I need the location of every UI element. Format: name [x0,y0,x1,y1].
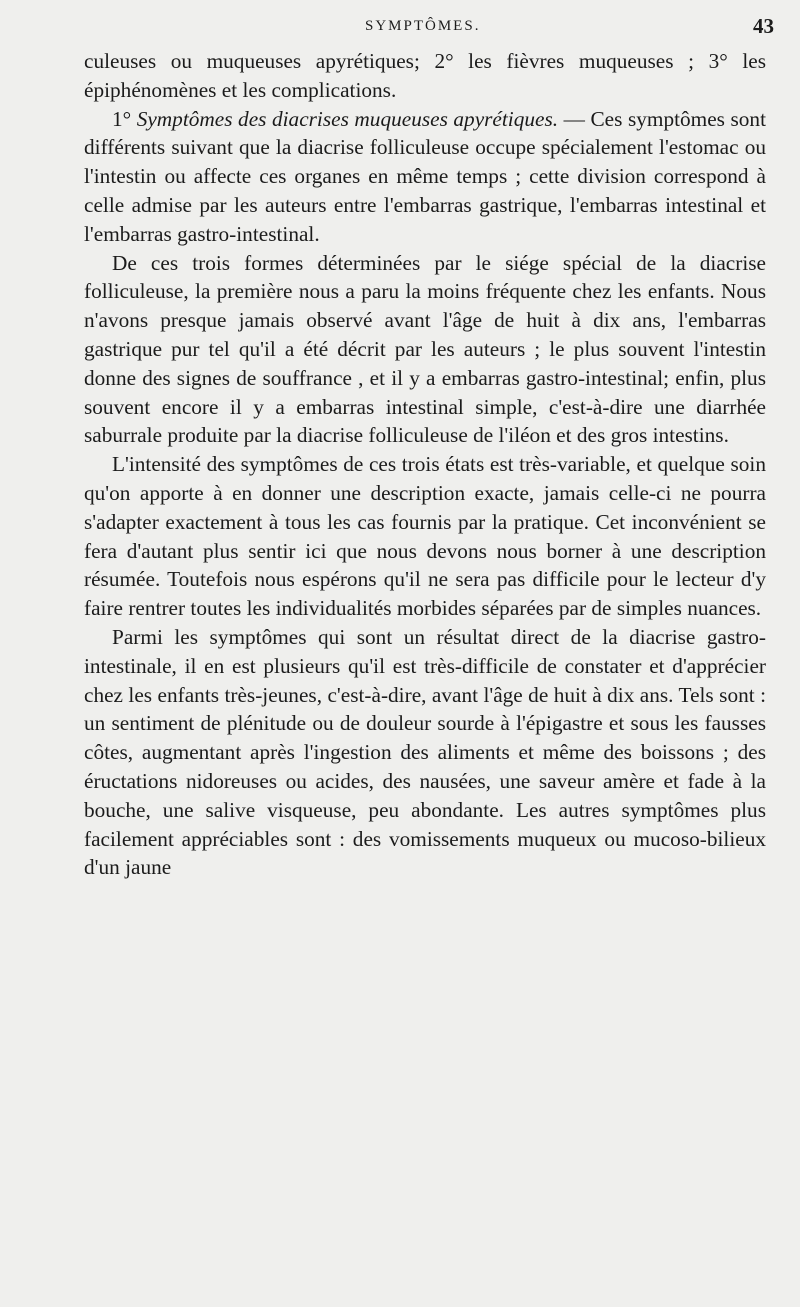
paragraph-section-heading [84,105,766,249]
running-head [0,12,800,42]
section-text: — Ces symptômes sont différents suivant que la diacrise folliculeuse occupe spécialement l'estomac ou l'intestin ou affecte ces organes en même temps ; cette division correspond à celle admise par les auteurs entre l'embarras gastrique, l'embarras intestinal et l'embarras gastro-intestinal. [84,106,766,246]
running-title: SYMPTÔMES. [365,18,481,34]
section-number: 1° [112,106,137,131]
paragraph: De ces trois formes déterminées par le siége spécial de la diacrise folliculeuse, la première nous a paru la moins fréquente chez les enfants. Nous n'avons presque jamais observé avant l'âge de huit à dix ans, l'embarras gastrique pur tel qu'il a été décrit par les auteurs ; le plus souvent l'intestin donne des signes de souffrance , et il y a embarras gastro-intestinal; enfin, plus souvent encore il y a embarras intestinal simple, c'est-à-dire une diarrhée saburrale produite par la diacrise folliculeuse de l'iléon et des gros intestins. [84,250,766,448]
paragraph: Parmi les symptômes qui sont un résultat direct de la diacrise gastro-intestinale, il en est plusieurs qu'il est très-difficile de constater et d'apprécier chez les enfants très-jeunes, c'est-à-dire, avant l'âge de huit à dix ans. Tels sont : un sentiment de plénitude ou de douleur sourde à l'épigastre et sous les fausses côtes, augmentant après l'ingestion des aliments et même des boissons ; des éructations nidoreuses ou acides, des nausées, une saveur amère et fade à la bouche, une salive visqueuse, peu abondante. Les autres symptômes plus facilement appréciables sont : des vomissements muqueux ou mucoso-bilieux d'un jaune [84,624,766,880]
paragraph-continuation: culeuses ou muqueuses apyrétiques; 2° les fièvres muqueuses ; 3° les épiphénomènes et les complications. [84,49,766,102]
section-title: Symptômes des diacrises muqueuses apyrétiques. [136,106,559,131]
page-number: 43 [753,14,774,38]
body-text [84,47,766,882]
paragraph: L'intensité des symptômes de ces trois états est très-variable, et quelque soin qu'on apporte à en donner une description exacte, jamais celle-ci ne pourra s'adapter exactement à tous les cas fournis par la pratique. Cet inconvénient se fera d'autant plus sentir ici que nous devons nous borner à une description résumée. Toutefois nous espérons qu'il ne sera pas difficile pour le lecteur d'y faire rentrer toutes les individualités morbides séparées par de simples nuances. [84,452,766,621]
